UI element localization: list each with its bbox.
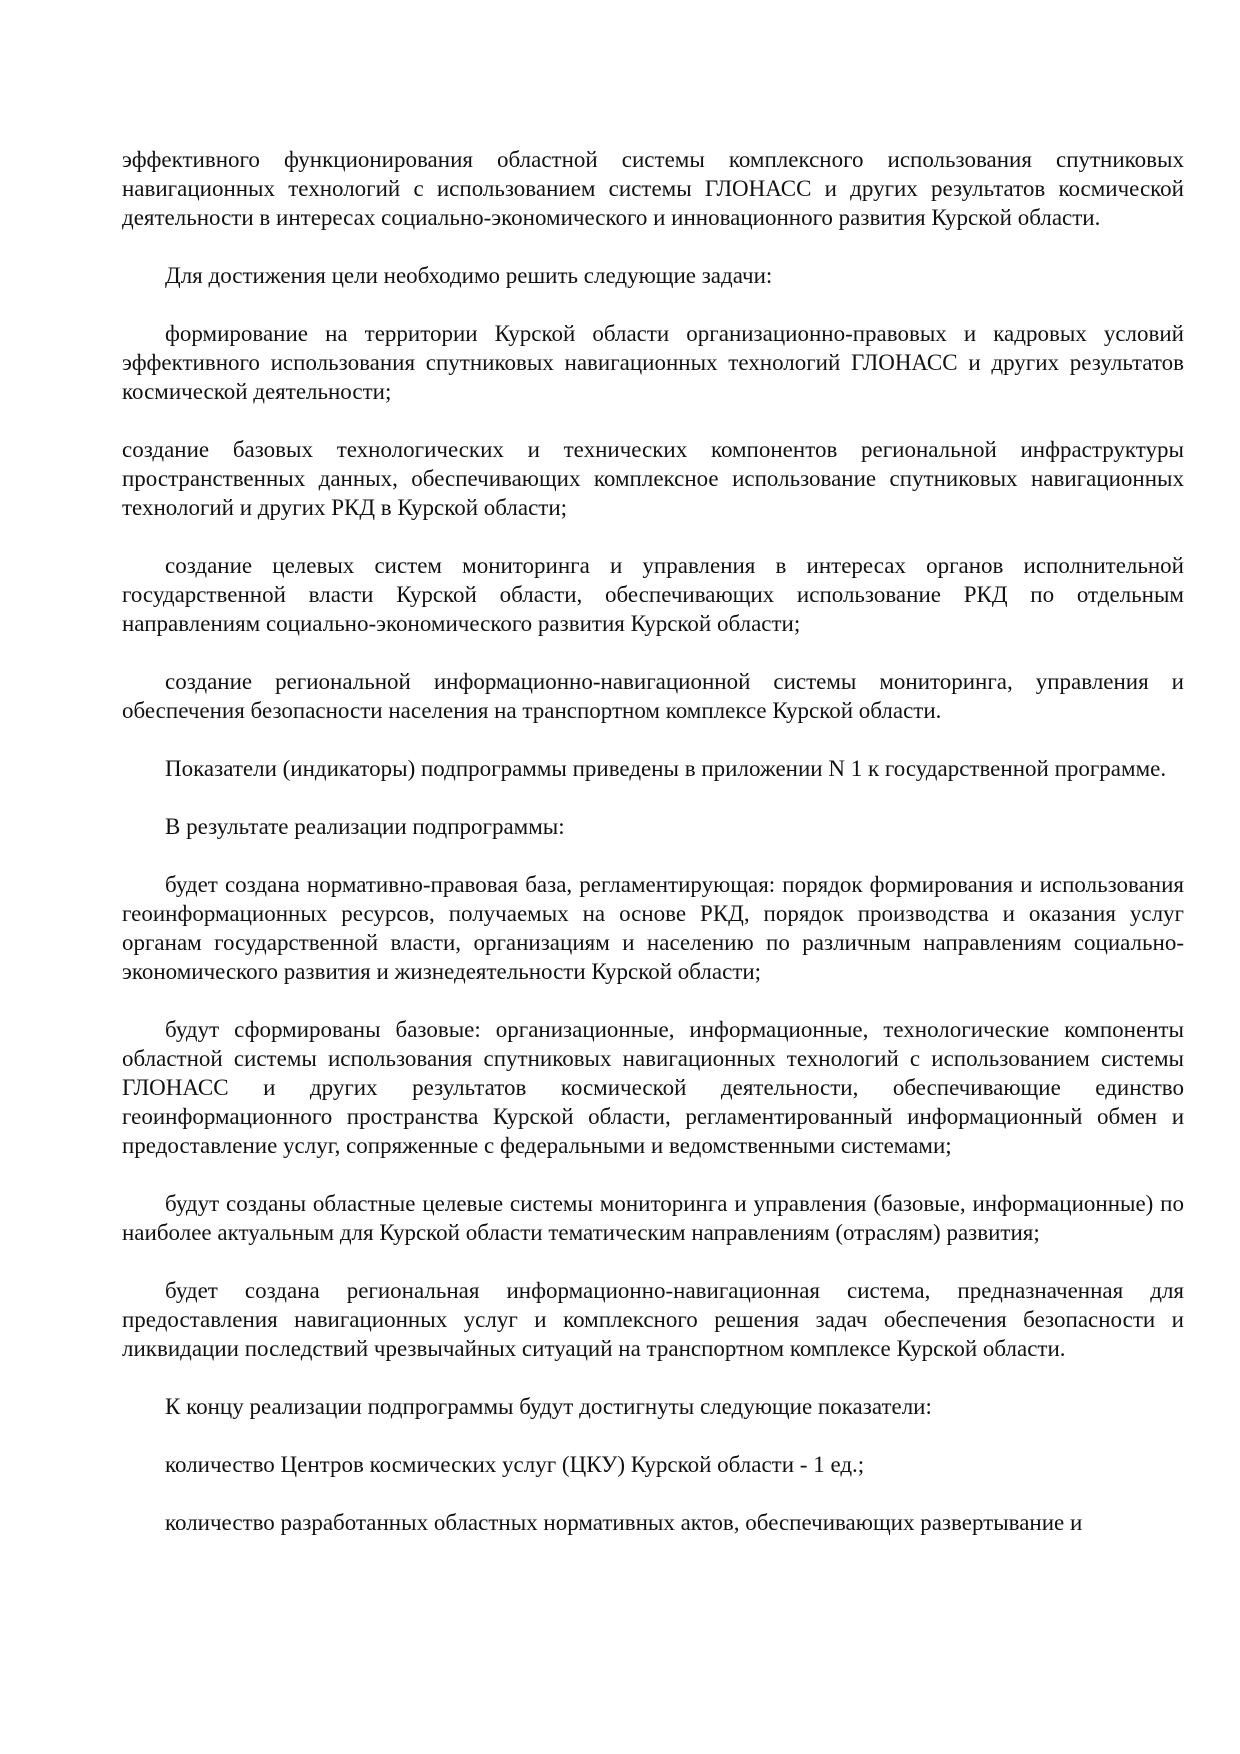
paragraph-task-3: создание целевых систем мониторинга и управления в интересах органов исполнительной государственной власти Курской области, обеспечивающих использование РКД по отдельным направлениям социально-экономического развития Курской области; xyxy=(122,553,1184,636)
paragraph-result-1: будет создана нормативно-правовая база, регламентирующая: порядок формирования и использования геоинформационных ресурсов, получаемых на основе РКД, порядок производства и оказания услуг органам государственной власти, организациям и населению по различным направлениям социально-экономического развития и жизнедеятельности Курской области; xyxy=(122,872,1184,984)
paragraph-indicators: Показатели (индикаторы) подпрограммы приведены в приложении N 1 к государственной программе. xyxy=(165,756,1167,781)
paragraph-result-2: будут сформированы базовые: организационные, информационные, технологические компоненты областной системы использования спутниковых навигационных технологий с использованием системы ГЛОНАСС и других результатов космической деятельности, обеспечивающие единство геоинформационного пространства Курской области, регламентированный информационный обмен и предоставление услуг, сопряженные с федеральными и ведомственными системами; xyxy=(122,1017,1184,1158)
paragraph-goal-continuation: эффективного функционирования областной системы комплексного использования спутниковых навигационных технологий с использованием системы ГЛОНАСС и других результатов космической деятельности в интересах социально-экономического и инновационного развития Курской области. xyxy=(122,147,1184,230)
document-body xyxy=(122,145,1184,1537)
paragraph-results-intro: В результате реализации подпрограммы: xyxy=(165,814,565,839)
paragraph-result-3: будут созданы областные целевые системы мониторинга и управления (базовые, информационные) по наиболее актуальным для Курской области тематическим направлениям (отраслям) развития; xyxy=(122,1191,1184,1245)
paragraph-task-4: создание региональной информационно-навигационной системы мониторинга, управления и обеспечения безопасности населения на транспортном комплексе Курской области. xyxy=(122,669,1184,723)
paragraph-task-1: формирование на территории Курской области организационно-правовых и кадровых условий эффективного использования спутниковых навигационных технологий ГЛОНАСС и других результатов космической деятельности; xyxy=(122,321,1184,404)
paragraph-task-2: создание базовых технологических и технических компонентов региональной инфраструктуры пространственных данных, обеспечивающих комплексное использование спутниковых навигационных технологий и других РКД в Курской области; xyxy=(122,437,1184,520)
paragraph-target-2: количество разработанных областных нормативных актов, обеспечивающих развертывание и xyxy=(165,1510,1083,1535)
paragraph-target-1: количество Центров космических услуг (ЦКУ) Курской области - 1 ед.; xyxy=(165,1452,865,1477)
paragraph-targets-intro: К концу реализации подпрограммы будут достигнуты следующие показатели: xyxy=(165,1394,932,1419)
paragraph-result-4: будет создана региональная информационно-навигационная система, предназначенная для предоставления навигационных услуг и комплексного решения задач обеспечения безопасности и ликвидации последствий чрезвычайных ситуаций на транспортном комплексе Курской области. xyxy=(122,1278,1184,1361)
paragraph-tasks-intro: Для достижения цели необходимо решить следующие задачи: xyxy=(165,263,773,288)
